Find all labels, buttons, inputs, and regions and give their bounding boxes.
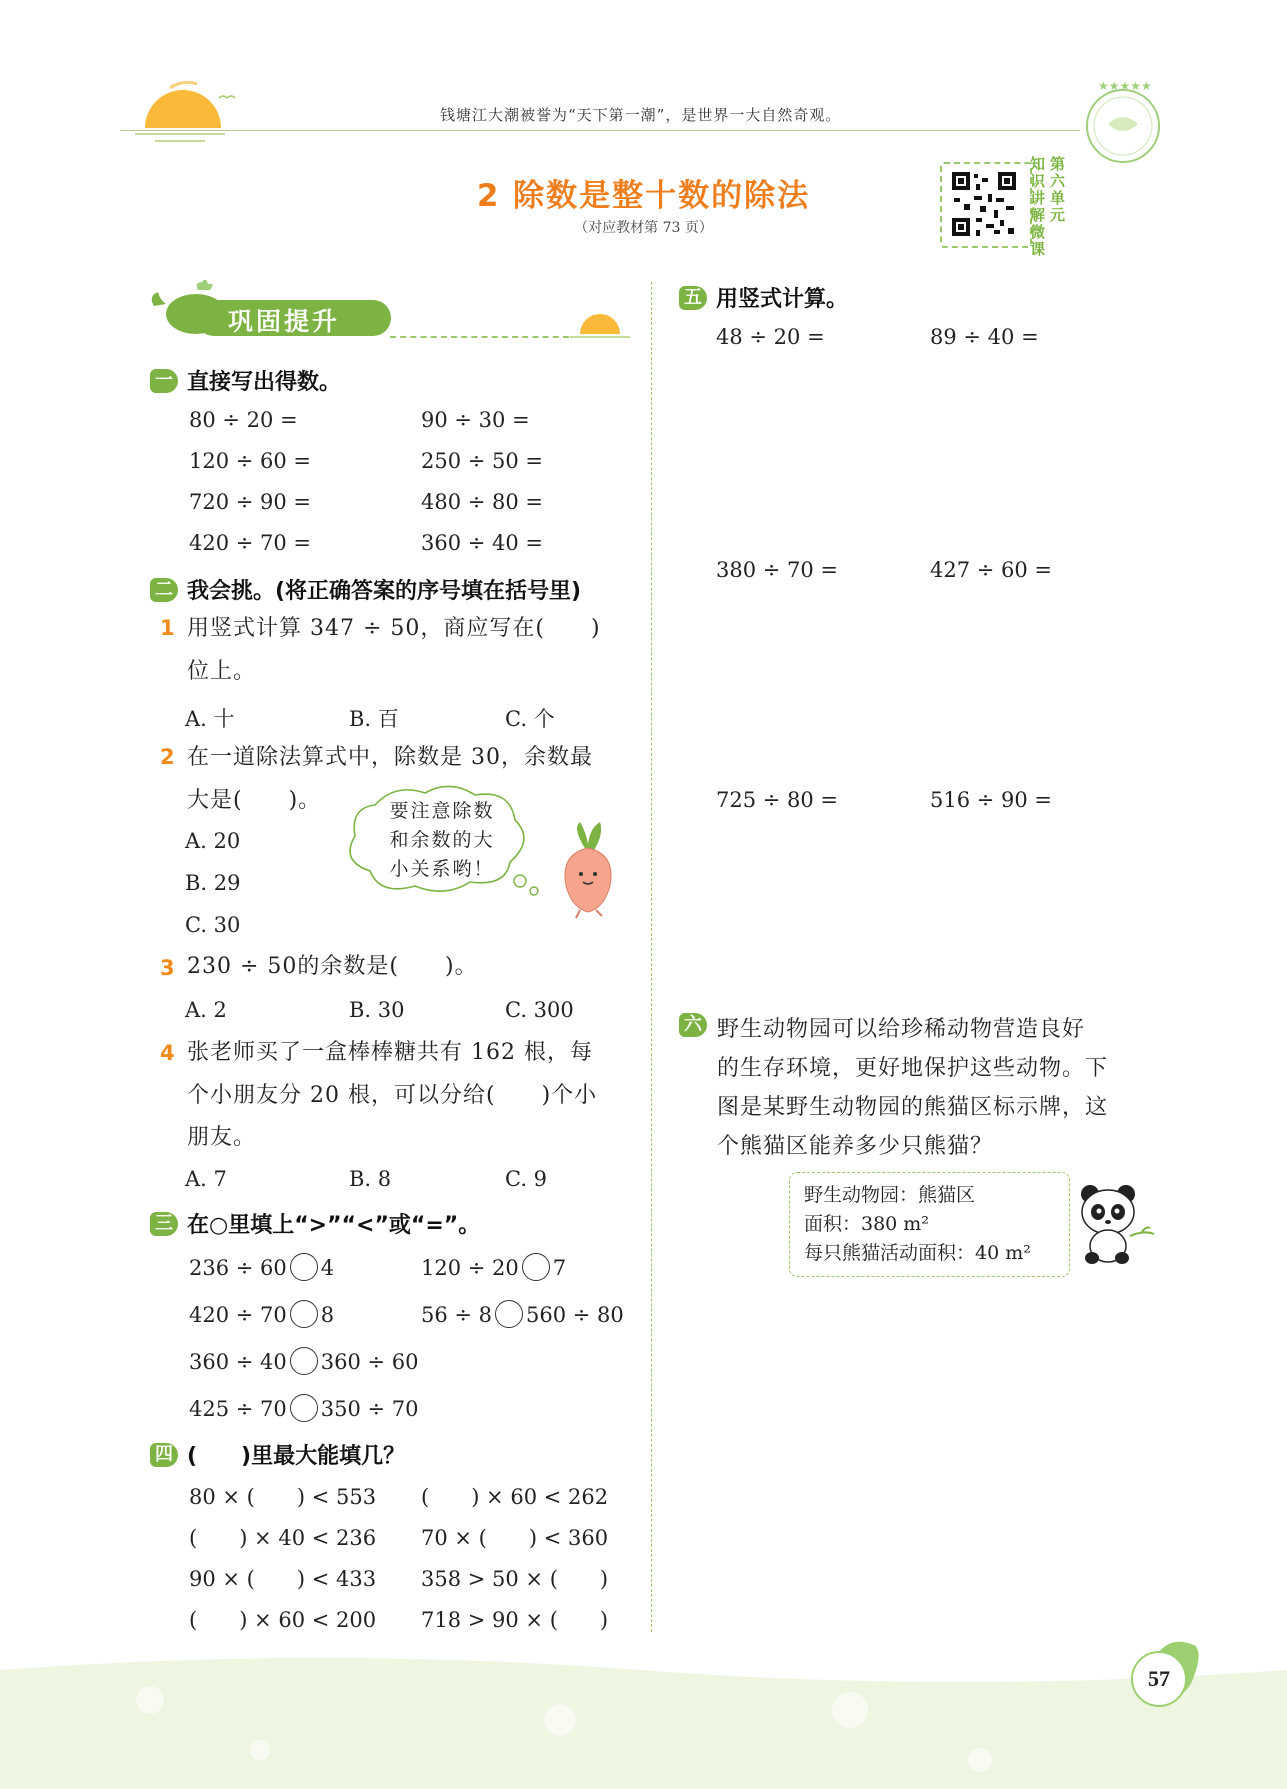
q1-line-1: 用竖式计算 347 ÷ 50，商应写在( ) (187, 616, 601, 641)
compare-row-2-right (421, 1300, 624, 1328)
sec1-item-7: 420 ÷ 70 = (189, 531, 312, 555)
compare-row-2-left (189, 1300, 334, 1328)
compare-1a-right: 4 (320, 1256, 335, 1280)
sec1-item-6: 480 ÷ 80 = (421, 490, 544, 514)
section-4-badge: 四 (150, 1443, 178, 1467)
sec1-item-4: 250 ÷ 50 = (421, 449, 544, 473)
compare-1b-left: 120 ÷ 20 (421, 1256, 519, 1280)
sec4-item-2: ( ) × 60 < 262 (421, 1485, 609, 1509)
q1-line-2: 位上。 (187, 659, 257, 684)
sec5-item-4: 427 ÷ 60 = (930, 558, 1053, 582)
sec6-line-4: 个熊猫区能养多少只熊猫？ (717, 1134, 994, 1159)
section-1-badge: 一 (150, 369, 178, 393)
section-4-title: ( )里最大能填几？ (187, 1444, 406, 1469)
q1-number: 1 (160, 616, 175, 640)
sec4-item-5: 90 × ( ) < 433 (189, 1567, 377, 1591)
sec4-item-3: ( ) × 40 < 236 (189, 1526, 377, 1550)
compare-4-right: 350 ÷ 70 (320, 1397, 419, 1421)
compare-1a-circle[interactable] (290, 1253, 318, 1281)
panda-area-sign (789, 1172, 1070, 1277)
section-3-heading (150, 1208, 480, 1239)
section-4-heading (150, 1439, 405, 1470)
lesson-subtitle: （对应教材第 73 页） (574, 220, 713, 236)
qr-label-unit: 第六单元 (1050, 155, 1066, 224)
sign-line-2: 面积：380 m² (804, 1213, 929, 1235)
compare-2a-circle[interactable] (290, 1300, 318, 1328)
q3-number: 3 (160, 956, 175, 980)
q2-line-1: 在一道除法算式中，除数是 30，余数最 (187, 745, 593, 770)
compare-2b-circle[interactable] (495, 1300, 523, 1328)
section-5-badge: 五 (679, 286, 707, 310)
q2-line-2: 大是( )。 (187, 788, 322, 813)
sec5-item-1: 48 ÷ 20 = (716, 325, 825, 349)
section-2-title: 我会挑。(将正确答案的序号填在括号里) (187, 579, 582, 604)
section-5-heading (679, 282, 848, 313)
q4-number: 4 (160, 1041, 175, 1065)
sign-line-1: 野生动物园：熊猫区 (804, 1184, 976, 1206)
sec1-item-2: 90 ÷ 30 = (421, 408, 530, 432)
sec6-line-3: 图是某野生动物园的熊猫区标示牌，这 (717, 1095, 1109, 1120)
compare-2a-right: 8 (320, 1303, 335, 1327)
sec4-item-1: 80 × ( ) < 553 (189, 1485, 377, 1509)
sec4-item-8: 718 > 90 × ( ) (421, 1608, 609, 1632)
page-number: 57 (1131, 1651, 1187, 1707)
section-2-badge: 二 (150, 578, 178, 602)
q3-option-b[interactable]: B. 30 (349, 998, 405, 1022)
compare-1b-circle[interactable] (522, 1253, 550, 1281)
compare-3-circle[interactable] (290, 1347, 318, 1375)
banner-title: 巩固提升 (228, 307, 341, 336)
section-6-badge: 六 (679, 1013, 707, 1037)
section-2-heading (150, 574, 581, 605)
q2-option-a[interactable]: A. 20 (185, 829, 241, 853)
q4-option-c[interactable]: C. 9 (505, 1167, 548, 1191)
q4-option-b[interactable]: B. 8 (349, 1167, 392, 1191)
bubble-line-3: 小关系哟！ (389, 858, 495, 880)
compare-3-right: 360 ÷ 60 (320, 1350, 419, 1374)
header-rule (120, 130, 1080, 131)
bubble-text (372, 797, 512, 884)
sec5-item-6: 516 ÷ 90 = (930, 788, 1053, 812)
sec5-item-5: 725 ÷ 80 = (716, 788, 839, 812)
sec1-item-1: 80 ÷ 20 = (189, 408, 298, 432)
radish-character-icon (548, 820, 628, 920)
q2-option-b[interactable]: B. 29 (185, 871, 241, 895)
section-6-heading (679, 1013, 716, 1037)
bubble-line-1: 要注意除数 (389, 800, 495, 822)
compare-3-left: 360 ÷ 40 (189, 1350, 287, 1374)
lesson-heading (0, 170, 1287, 237)
section-5-title: 用竖式计算。 (716, 287, 849, 312)
compare-row-1-right (421, 1253, 566, 1281)
sec1-item-3: 120 ÷ 60 = (189, 449, 312, 473)
panda-icon (1072, 1180, 1162, 1270)
section-1-title: 直接写出得数。 (187, 370, 342, 395)
sunset-decoration (125, 70, 245, 150)
q1-option-b[interactable]: B. 百 (349, 707, 399, 731)
q4-line-3: 朋友。 (187, 1125, 257, 1150)
q4-line-2: 个小朋友分 20 根，可以分给( )个小 (187, 1083, 598, 1108)
q4-line-1: 张老师买了一盒棒棒糖共有 162 根，每 (187, 1040, 593, 1065)
lesson-title: 2 除数是整十数的除法 (476, 178, 811, 214)
compare-1b-right: 7 (552, 1256, 567, 1280)
sec5-item-2: 89 ÷ 40 = (930, 325, 1039, 349)
sec5-item-3: 380 ÷ 70 = (716, 558, 839, 582)
column-divider (651, 282, 652, 1632)
brand-logo (1078, 74, 1168, 164)
sec6-line-2: 的生存环境，更好地保护这些动物。下 (717, 1056, 1109, 1081)
compare-2b-left: 56 ÷ 8 (421, 1303, 493, 1327)
compare-row-3 (189, 1347, 419, 1375)
q2-number: 2 (160, 745, 175, 769)
sec1-item-8: 360 ÷ 40 = (421, 531, 544, 555)
sec1-item-5: 720 ÷ 90 = (189, 490, 312, 514)
section-3-badge: 三 (150, 1212, 178, 1236)
sec6-line-1: 野生动物园可以给珍稀动物营造良好 (717, 1017, 1086, 1042)
compare-4-left: 425 ÷ 70 (189, 1397, 287, 1421)
section-3-title: 在○里填上“>”“<”或“=”。 (187, 1213, 481, 1238)
q1-option-c[interactable]: C. 个 (505, 707, 555, 731)
q4-option-a[interactable]: A. 7 (185, 1167, 227, 1191)
compare-4-circle[interactable] (290, 1394, 318, 1422)
compare-2b-right: 560 ÷ 80 (526, 1303, 624, 1327)
sec4-item-4: 70 × ( ) < 360 (421, 1526, 609, 1550)
q3-option-a[interactable]: A. 2 (185, 998, 227, 1022)
sign-line-3: 每只熊猫活动面积：40 m² (804, 1242, 1031, 1264)
footer-background (0, 1640, 1287, 1789)
qr-label-micro-lesson: 知识讲解微课 (1030, 155, 1046, 258)
q2-option-c[interactable]: C. 30 (185, 913, 241, 937)
compare-row-4 (189, 1394, 419, 1422)
q3-option-c[interactable]: C. 300 (505, 998, 574, 1022)
section-1-heading (150, 365, 341, 396)
compare-1a-left: 236 ÷ 60 (189, 1256, 287, 1280)
q3-line-1: 230 ÷ 50的余数是( )。 (187, 954, 478, 979)
sec4-item-6: 358 > 50 × ( ) (421, 1567, 609, 1591)
sec4-item-7: ( ) × 60 < 200 (189, 1608, 377, 1632)
small-sunset-icon (570, 304, 630, 340)
compare-2a-left: 420 ÷ 70 (189, 1303, 287, 1327)
header-motto: 钱塘江大潮被誉为“天下第一潮”，是世界一大自然奇观。 (440, 106, 842, 124)
q1-option-a[interactable]: A. 十 (185, 707, 235, 731)
compare-row-1-left (189, 1253, 334, 1281)
svg-text:★★★★★: ★★★★★ (1098, 79, 1152, 93)
bubble-line-2: 和余数的大 (389, 829, 495, 851)
